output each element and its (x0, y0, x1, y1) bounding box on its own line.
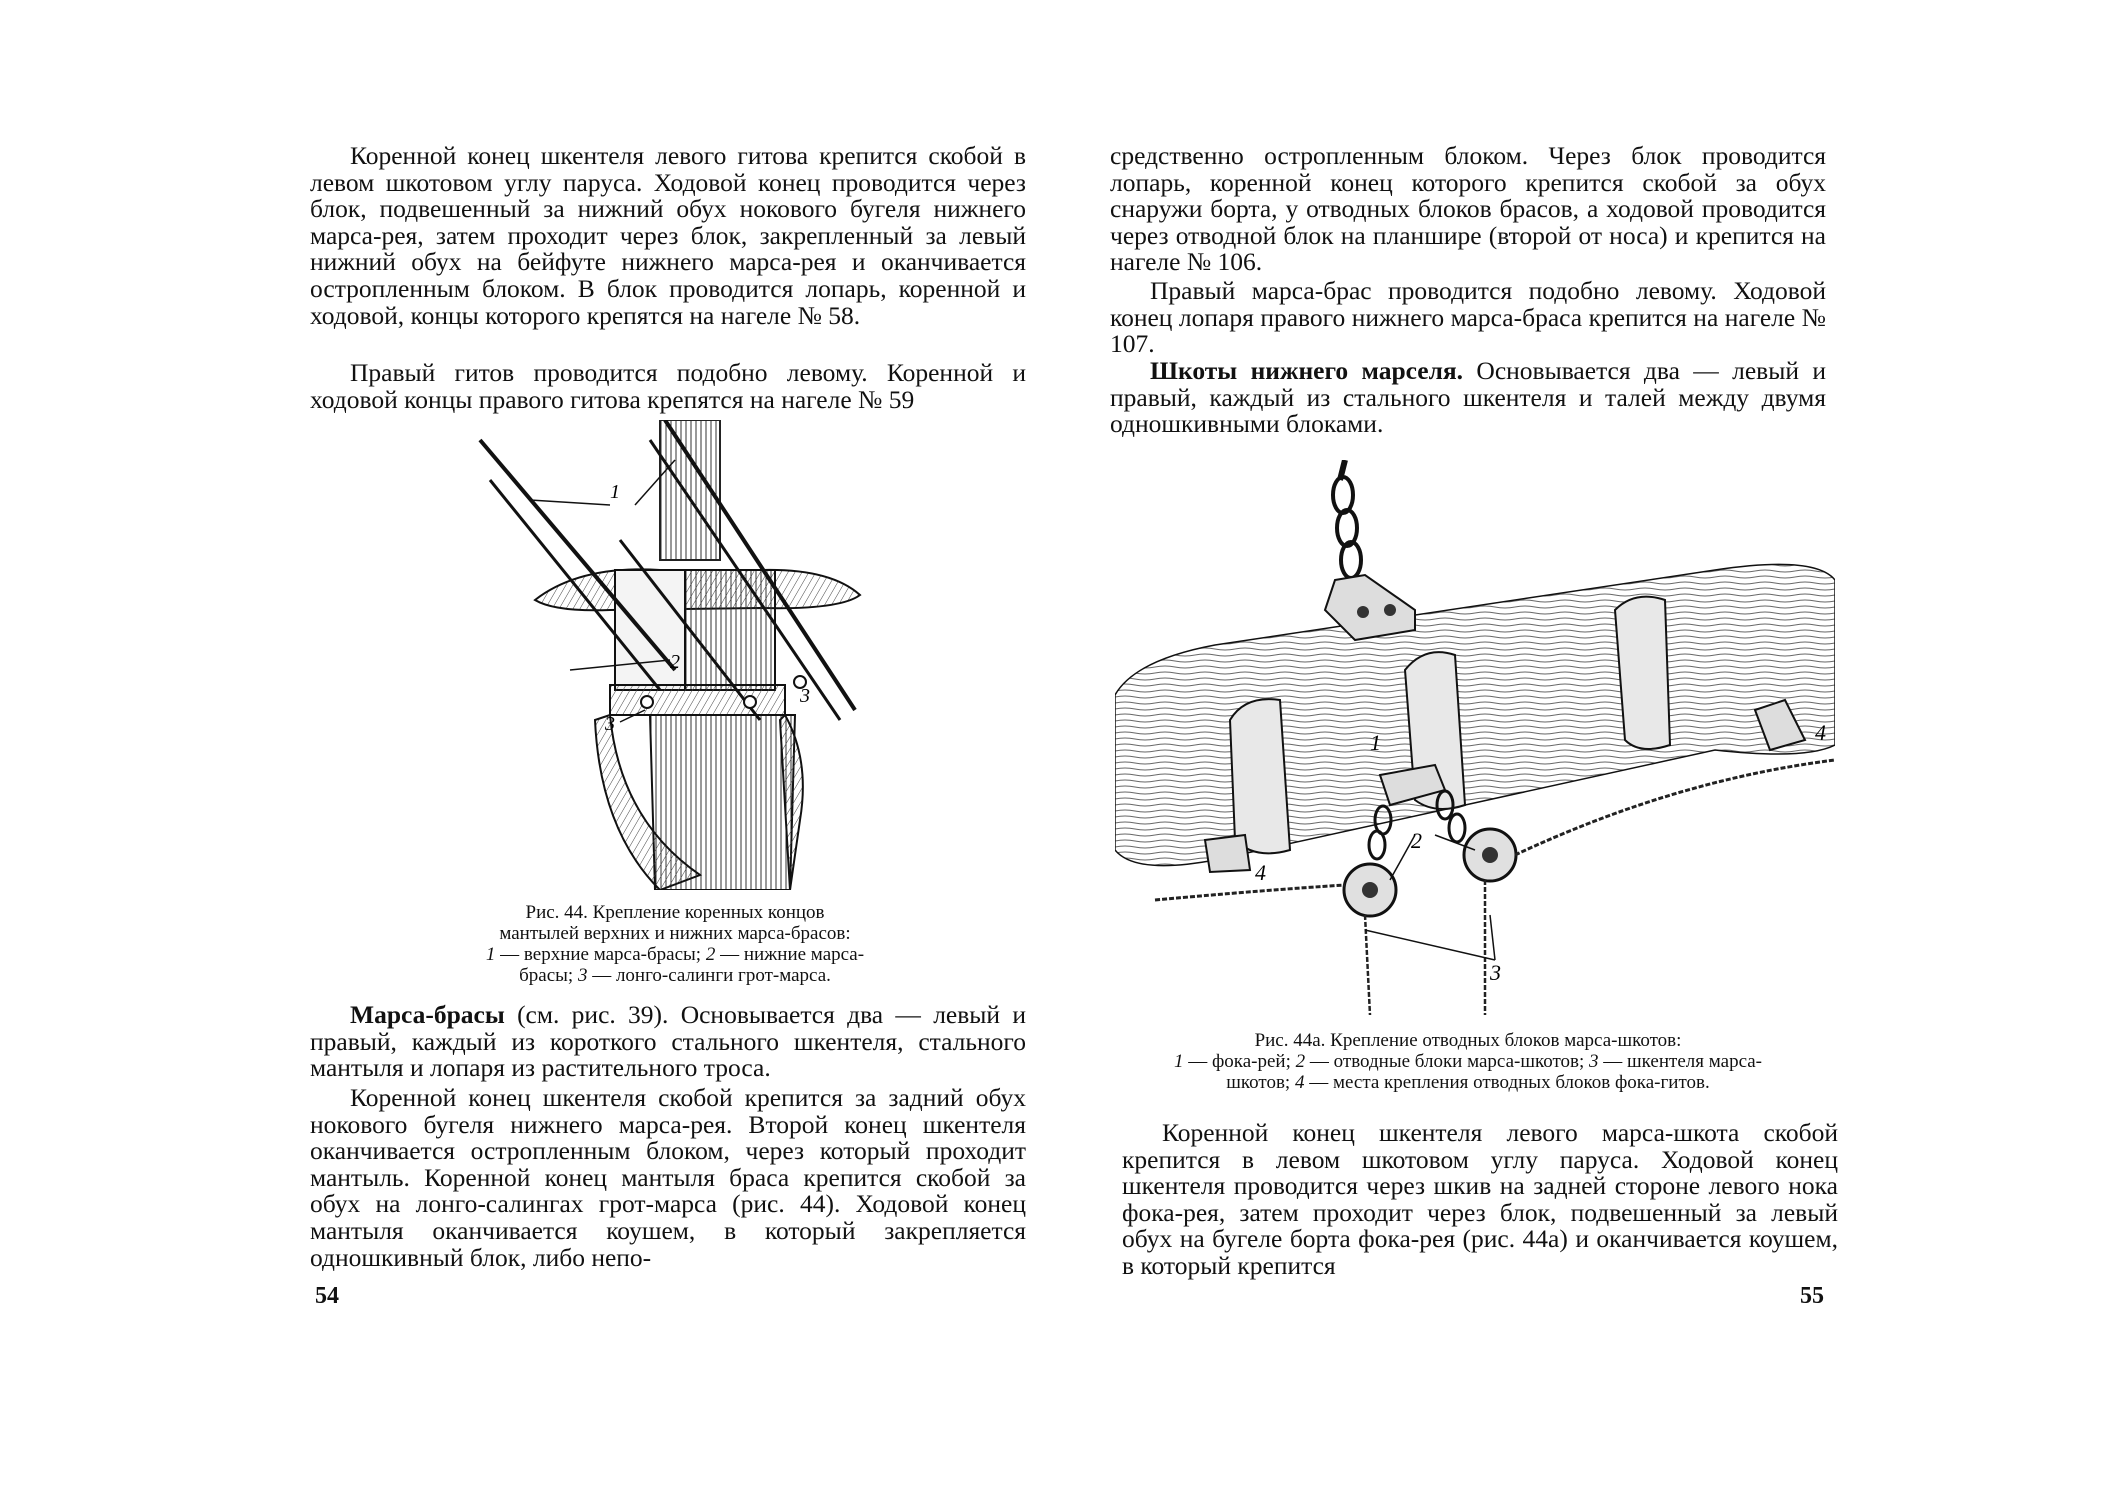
yard-band-3 (1615, 597, 1670, 749)
caption-line-4: брасы; 3 — лонго-салинги грот-марса. (519, 965, 831, 986)
crosstree-block-side (685, 570, 775, 690)
figure-label-2: 2 (1411, 828, 1422, 853)
right-paragraph-2: Правый марса-брас проводится подобно левому. Ходовой конец лопаря правого нижнего марса-браса крепится на нагеле № 107. (1110, 276, 1826, 359)
left-paragraph-1: Коренной конец шкентеля левого гитова крепится скобой в левом шкотовом углу паруса. Ходовой конец проводится через блок, подвешенный за нижний обух нокового бугеля нижнего марса-рея, затем проходит через блок, закрепленный за левый нижний обух на бейфуте нижнего марса-рея и оканчивается остропленным блоком. В блок проводится лопарь, коренной и ходовой, концы которого крепятся на нагеле № 58. (310, 141, 1026, 330)
figure-44a-caption (1110, 1030, 1826, 1093)
caption-line-2: 1 — фока-рей; 2 — отводные блоки марса-шкотов; 3 — шкентеля марса- (1173, 1051, 1762, 1072)
caption-line-1: Рис. 44а. Крепление отводных блоков марса-шкотов: (1254, 1030, 1682, 1051)
shackle-icon (744, 696, 756, 708)
figure-label-3: 3 (1490, 960, 1501, 985)
upper-brace-line (480, 440, 675, 670)
figure-label-3a: 3 (605, 713, 615, 735)
figure-label-1: 1 (1370, 730, 1381, 755)
figure-44a-illustration (1115, 460, 1835, 1015)
caption-line-3: 1 — верхние марса-брасы; 2 — нижние марса- (485, 944, 865, 965)
left-paragraph-3: Марса-брасы (см. рис. 39). Основывается два — левый и правый, каждый из короткого стального шкентеля, стального мантыля и лопаря из растительного троса. (310, 1000, 1026, 1083)
page-number-left: 54 (315, 1283, 339, 1309)
right-paragraph-3: Шкоты нижнего марселя. Основывается два — левый и правый, каждый из стального шкентеля и талей между двумя одношкивными блоками. (1110, 356, 1826, 439)
caption-line-1: Рис. 44. Крепление коренных концов (525, 902, 825, 923)
right-paragraph-4: Коренной конец шкентеля левого марса-шкота скобой крепится в левом шкотовом углу паруса. Ходовой конец шкентеля проводится через шкив на задней стороне левого нока фока-рея, затем проходит через блок, подвешенный за левый обух на бугеле борта фока-рея (рис. 44а) и оканчивается коушем, в который крепится (1122, 1118, 1838, 1280)
figure-label-4b: 4 (1255, 860, 1266, 885)
heading-marsa-brasy: Марса-брасы (350, 1000, 505, 1029)
foka-yard (1115, 564, 1835, 865)
yard-band-1 (1230, 699, 1290, 853)
figure-label-2: 2 (670, 651, 680, 673)
figure-44-illustration (460, 420, 900, 890)
longo-saling (610, 685, 785, 715)
shackle-icon (641, 696, 653, 708)
left-paragraph-2: Правый гитов проводится подобно левому. Коренной и ходовой концы правого гитова крепятся на нагеле № 59 (310, 358, 1026, 414)
chain-icon (1333, 477, 1361, 578)
right-paragraph-1: средственно остропленным блоком. Через блок проводится лопарь, коренной конец которого крепится скобой за обух снаружи борта, у отводных блоков брасов, а ходовой проводится через отводной блок на планшире (второй от носа) и крепится на нагеле № 106. (1110, 141, 1826, 277)
figure-label-1: 1 (610, 481, 620, 503)
figure-44-caption (430, 902, 920, 986)
figure-label-3b: 3 (800, 685, 810, 707)
page-number-right: 55 (1800, 1283, 1824, 1309)
sheet-rope-1 (1155, 885, 1345, 900)
caption-line-2: мантылей верхних и нижних марса-брасов: (499, 923, 851, 944)
heading-shkoty: Шкоты нижнего марселя. (1150, 356, 1464, 385)
caption-line-3: шкотов; 4 — места крепления отводных блоков фока-гитов. (1226, 1072, 1710, 1093)
left-paragraph-4: Коренной конец шкентеля скобой крепится за задний обух нокового бугеля нижнего марса-рея. Второй конец шкентеля оканчивается остропленным блоком, через который проходит мантыль. Коренной конец мантыля браса крепится скобой за обух на лонго-салингах грот-марса (рис. 44). Ходовой конец мантыля оканчивается коушем, в который закрепляется одношкивный блок, либо непо- (310, 1083, 1026, 1272)
figure-label-4a: 4 (1815, 720, 1826, 745)
